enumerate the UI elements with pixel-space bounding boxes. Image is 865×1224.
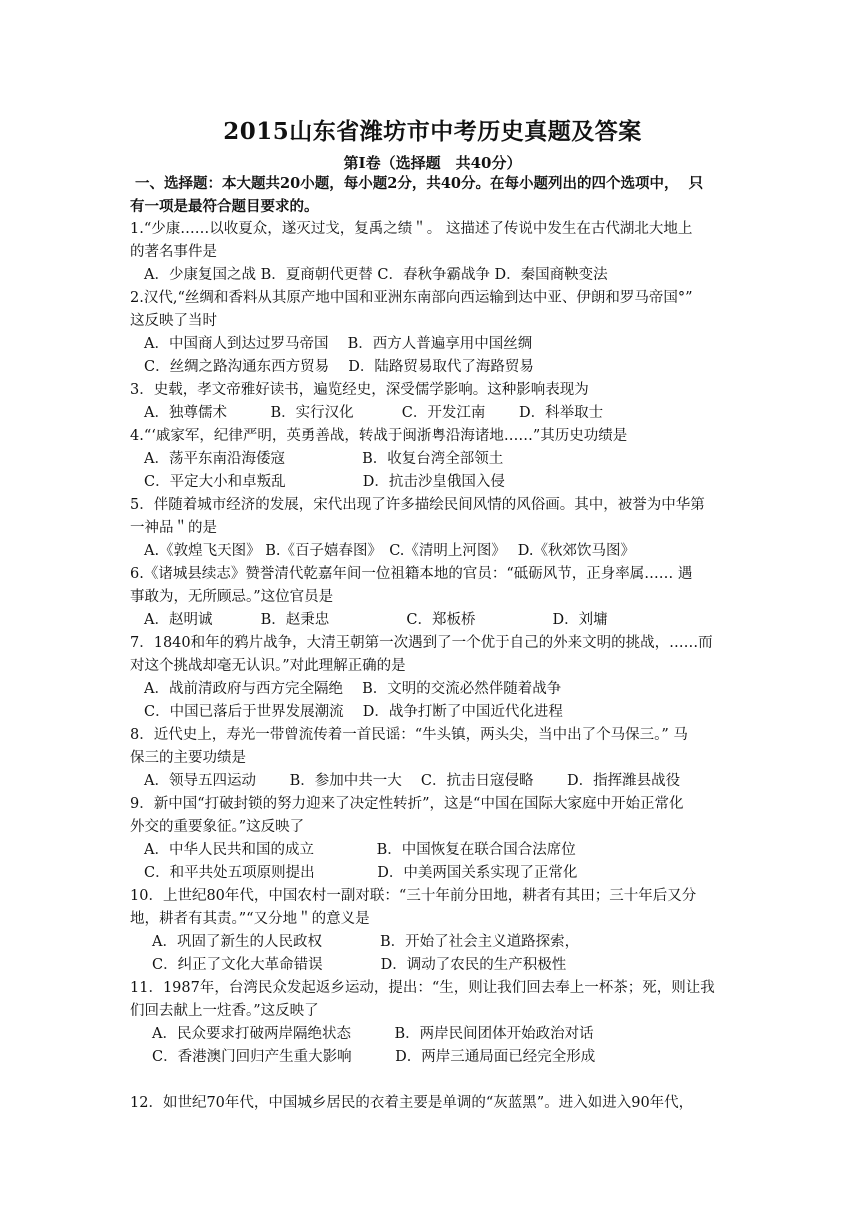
spacer — [130, 1069, 738, 1092]
question-options: A．中国商人到达过罗马帝国 B．西方人普遍享用中国丝绸 — [144, 336, 533, 352]
question-stem: 7．1840和年的鸦片战争，大清王朝第一次遇到了一个优于自己的外来文明的挑战，……而 — [130, 635, 713, 651]
section-heading: 一、选择题：本大题共20小题，每小题2分，共40分。在每小题列出的四个选项中， 只 — [130, 175, 704, 192]
question-options: C．中国已落后于世界发展潮流 D．战争打断了中国近代化进程 — [144, 704, 563, 720]
question-options: A．少康复国之战 B．夏商朝代更替 C．春秋争霸战争 D．秦国商鞅变法 — [144, 267, 608, 283]
question-options: A．独尊儒术 B．实行汉化 C．开发江南 D．科举取士 — [144, 405, 604, 421]
question-options: C．纠正了文化大革命错误 D．调动了农民的生产积极性 — [152, 957, 567, 973]
question-stem: 9．新中国“打破封锁的努力迎来了决定性转折”，这是“中国在国际大家庭中开始正常化 — [130, 796, 684, 812]
section-heading-cont: 有一项是最符合题目要求的。 — [130, 198, 319, 215]
question-stem: 保三的主要功绩是 — [130, 750, 246, 766]
question-5 — [130, 494, 738, 563]
question-stem: 1.“少康……以收夏众，遂灭过戈，复禹之绩＂。 这描述了传说中发生在古代湖北大地上 — [130, 221, 693, 237]
question-11 — [130, 977, 738, 1069]
question-12 — [130, 1092, 738, 1115]
question-stem: 10．上世纪80年代，中国农村一副对联：“三十年前分田地，耕者有其田；三十年后又分 — [130, 888, 697, 904]
question-4 — [130, 425, 738, 494]
question-options: A．赵明诚 B．赵秉忠 C．郑板桥 D．刘墉 — [144, 612, 608, 628]
question-options: A．战前清政府与西方完全隔绝 B．文明的交流必然伴随着战争 — [144, 681, 562, 697]
question-options: A．巩固了新生的人民政权 B．开始了社会主义道路探索， — [152, 934, 580, 950]
question-options: A．领导五四运动 B．参加中共一大 C．抗击日寇侵略 D．指挥潍县战役 — [144, 773, 681, 789]
question-options: A．中华人民共和国的成立 B．中国恢复在联合国合法席位 — [144, 842, 576, 858]
question-1 — [130, 218, 738, 287]
question-stem: 外交的重要象征。”这反映了 — [130, 819, 305, 835]
question-options: A．荡平东南沿海倭寇 B．收复台湾全部领土 — [144, 451, 504, 467]
question-options: A．民众要求打破两岸隔绝状态 B．两岸民间团体开始政治对话 — [152, 1026, 594, 1042]
question-stem: 对这个挑战却毫无认识。”对此理解正确的是 — [130, 658, 406, 674]
question-stem: 2.汉代,“丝绸和香料从其原产地中国和亚洲东南部向西运输到达中亚、伊朗和罗马帝国°” — [130, 290, 693, 306]
question-options: C．和平共处五项原则提出 D．中美两国关系实现了正常化 — [144, 865, 578, 881]
question-7 — [130, 632, 738, 724]
question-stem: 12．如世纪70年代，中国城乡居民的衣着主要是单调的“灰蓝黑”。进入如进入90年代， — [130, 1095, 694, 1111]
question-stem: 这反映了当时 — [130, 313, 217, 329]
question-stem: 6.《诸城县续志》赞誉清代乾嘉年间一位祖籍本地的官员：“砥砺风节，正身率属…… 遇 — [130, 566, 693, 582]
question-stem: 11．1987年，台湾民众发起返乡运动，提出：“生，则让我们回去奉上一杯茶；死，则让我 — [130, 980, 715, 996]
question-content — [130, 172, 738, 1115]
question-2 — [130, 287, 738, 379]
question-stem: 们回去献上一炷香。”这反映了 — [130, 1003, 319, 1019]
question-stem: 地，耕者有其责。”“又分地＂的意义是 — [130, 911, 370, 927]
question-options: C．丝绸之路沟通东西方贸易 D．陆路贸易取代了海路贸易 — [144, 359, 534, 375]
question-8 — [130, 724, 738, 793]
question-options: C．平定大小和卓叛乱 D．抗击沙皇俄国入侵 — [144, 474, 505, 490]
section-subtitle: 第Ⅰ卷（选择题 共40分） — [343, 154, 522, 172]
question-stem: 的著名事件是 — [130, 244, 217, 260]
question-6 — [130, 563, 738, 632]
question-10 — [130, 885, 738, 977]
question-stem: 8．近代史上，寿光一带曾流传着一首民谣：“牛头镇，两头尖，当中出了个马保三。” 马 — [130, 727, 688, 743]
question-stem: 4.“‘戚家军，纪律严明，英勇善战，转战于闽浙粤沿海诸地……”其历史功绩是 — [130, 428, 628, 444]
page-title: 2015山东省潍坊市中考历史真题及答案 — [223, 118, 642, 145]
question-3 — [130, 379, 738, 425]
question-stem: 一神品＂的是 — [130, 520, 217, 536]
question-stem: 5．伴随着城市经济的发展，宋代出现了许多描绘民间风情的风俗画。其中，被誉为中华第 — [130, 497, 705, 513]
question-9 — [130, 793, 738, 885]
question-options: A.《敦煌飞天图》 B.《百子嬉春图》 C.《清明上河图》 D.《秋郊饮马图》 — [144, 543, 635, 559]
question-options: C．香港澳门回归产生重大影响 D．两岸三通局面已经完全形成 — [152, 1049, 596, 1065]
question-stem: 事敢为，无所顾忌。”这位官员是 — [130, 589, 334, 605]
question-stem: 3．史载，孝文帝雅好读书，遍览经史，深受儒学影响。这种影响表现为 — [130, 382, 589, 398]
